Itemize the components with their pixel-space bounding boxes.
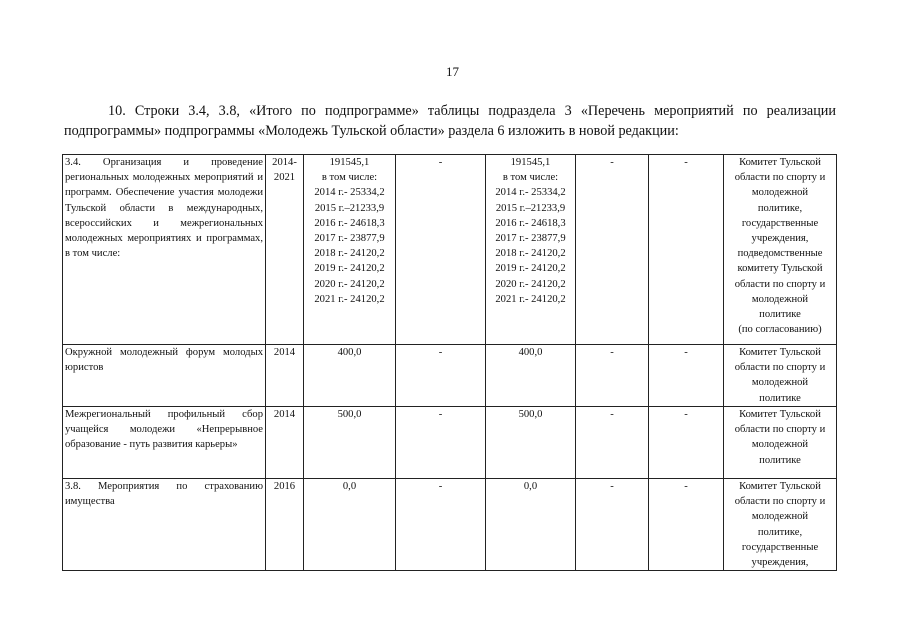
- local-budget-cell: -: [576, 407, 649, 479]
- period-cell: [266, 407, 304, 479]
- other-sources-cell: -: [649, 407, 724, 479]
- measure-name-cell: 3.8. Мероприятия по страхованию имущества: [63, 479, 266, 571]
- measure-name-cell: Межрегиональный профильный сбор учащейся молодежи «Непрерывное образование - путь развития карьеры»: [63, 407, 266, 479]
- federal-budget-cell: -: [396, 479, 486, 571]
- regional-lines-line: 2014 г.- 25334,2: [495, 187, 566, 199]
- regional-budget-cell: [486, 155, 576, 345]
- year-lines-line: 2014-: [272, 157, 297, 168]
- regional-lines-line: 2015 г.–21233,9: [495, 202, 566, 214]
- other-sources-cell: -: [649, 155, 724, 345]
- executor-cell: [724, 155, 837, 345]
- regional-lines-line: 2017 г.- 23877,9: [495, 233, 566, 245]
- total-lines-line: 0,0: [342, 481, 357, 492]
- executor-lines-line: молодежной: [751, 377, 809, 389]
- regional-lines-line: 2018 г.- 24120,2: [495, 248, 566, 260]
- other-sources-cell: -: [649, 345, 724, 407]
- total-lines-line: 2018 г.- 24120,2: [314, 248, 385, 260]
- regional-lines-line: 2016 г.- 24618,3: [495, 217, 566, 229]
- executor-lines-line: подведомственные: [737, 248, 823, 260]
- executor-lines-line: государственные: [741, 217, 819, 229]
- year-lines-line: 2014: [273, 347, 296, 358]
- total-lines-line: 2014 г.- 25334,2: [314, 187, 385, 199]
- executor-cell: [724, 407, 837, 479]
- executor-lines-line: Комитет Тульской: [739, 481, 821, 492]
- executor-lines-line: области по спорту и: [734, 362, 826, 374]
- executor-lines-line: Комитет Тульской: [739, 157, 821, 168]
- executor-lines-line: Комитет Тульской: [739, 347, 821, 358]
- regional-lines-line: 2021 г.- 24120,2: [495, 293, 566, 305]
- year-lines-line: 2021: [273, 172, 296, 184]
- executor-lines-line: области по спорту и: [734, 496, 826, 508]
- regional-lines-line: в том числе:: [502, 172, 559, 184]
- executor-lines-line: учреждения,: [751, 557, 809, 569]
- total-funding-cell: [304, 345, 396, 407]
- executor-lines-line: Комитет Тульской: [739, 409, 821, 420]
- total-lines-line: 2017 г.- 23877,9: [314, 233, 385, 245]
- executor-lines-line: области по спорту и: [734, 278, 826, 290]
- year-lines-line: 2014: [273, 409, 296, 420]
- total-funding-cell: [304, 155, 396, 345]
- executor-lines-line: молодежной: [751, 511, 809, 523]
- executor-lines-line: области по спорту и: [734, 424, 826, 436]
- table-row: [63, 479, 837, 571]
- local-budget-cell: -: [576, 155, 649, 345]
- total-lines-line: 2020 г.- 24120,2: [314, 278, 385, 290]
- period-cell: [266, 479, 304, 571]
- regional-lines-line: 400,0: [518, 347, 543, 358]
- executor-lines-line: политике,: [757, 202, 803, 214]
- federal-budget-cell: -: [396, 407, 486, 479]
- executor-lines-line: государственные: [741, 541, 819, 553]
- executor-lines-line: молодежной: [751, 293, 809, 305]
- local-budget-cell: -: [576, 345, 649, 407]
- page-number: 17: [446, 64, 459, 79]
- total-funding-cell: [304, 479, 396, 571]
- executor-lines-line: политике: [759, 454, 801, 466]
- period-cell: [266, 155, 304, 345]
- total-lines-line: 2016 г.- 24618,3: [314, 217, 385, 229]
- executor-lines-line: молодежной: [751, 439, 809, 451]
- executor-cell: [724, 345, 837, 407]
- regional-budget-cell: [486, 407, 576, 479]
- intro-paragraph: 10. Строки 3.4, 3.8, «Итого по подпрограмме» таблицы подраздела 3 «Перечень мероприятий по реализации подпрограммы» подпрограммы «Молодежь Тульской области» раздела 6 изложить в новой редакции:: [64, 103, 836, 139]
- federal-budget-cell: -: [396, 155, 486, 345]
- period-cell: [266, 345, 304, 407]
- executor-lines-line: политике: [759, 309, 801, 321]
- regional-budget-cell: [486, 479, 576, 571]
- measure-name-cell: Окружной молодежный форум молодых юристов: [63, 345, 266, 407]
- table-row: [63, 345, 837, 407]
- total-lines-line: 500,0: [337, 409, 362, 420]
- executor-lines-line: молодежной: [751, 187, 809, 199]
- local-budget-cell: -: [576, 479, 649, 571]
- regional-lines-line: 191545,1: [510, 157, 551, 168]
- total-lines-line: 191545,1: [329, 157, 370, 168]
- year-lines-line: 2016: [273, 481, 296, 492]
- regional-lines-line: 2019 г.- 24120,2: [495, 263, 566, 275]
- total-lines-line: 2019 г.- 24120,2: [314, 263, 385, 275]
- regional-lines-line: 500,0: [518, 409, 543, 420]
- total-funding-cell: [304, 407, 396, 479]
- executor-lines-line: (по согласованию): [738, 324, 822, 336]
- total-lines-line: в том числе:: [321, 172, 378, 184]
- federal-budget-cell: -: [396, 345, 486, 407]
- table-row: [63, 155, 837, 345]
- executor-lines-line: учреждения,: [751, 233, 809, 245]
- executor-lines-line: комитету Тульской: [737, 263, 823, 275]
- measures-table: [62, 154, 837, 571]
- regional-lines-line: 2020 г.- 24120,2: [495, 278, 566, 290]
- total-lines-line: 400,0: [337, 347, 362, 358]
- regional-lines-line: 0,0: [523, 481, 538, 492]
- executor-cell: [724, 479, 837, 571]
- other-sources-cell: -: [649, 479, 724, 571]
- executor-lines-line: политике,: [757, 526, 803, 538]
- executor-lines-line: области по спорту и: [734, 172, 826, 184]
- measure-name-cell: 3.4. Организация и проведение региональных молодежных мероприятий и программ. Обеспечение участия молодежи Тульской области в международных, всероссийских и межрегиональных молодежных мероприятиях и программах, в том числе:: [63, 155, 266, 345]
- executor-lines-line: политике: [759, 392, 801, 404]
- regional-budget-cell: [486, 345, 576, 407]
- total-lines-line: 2021 г.- 24120,2: [314, 293, 385, 305]
- total-lines-line: 2015 г.–21233,9: [314, 202, 385, 214]
- table-row: [63, 407, 837, 479]
